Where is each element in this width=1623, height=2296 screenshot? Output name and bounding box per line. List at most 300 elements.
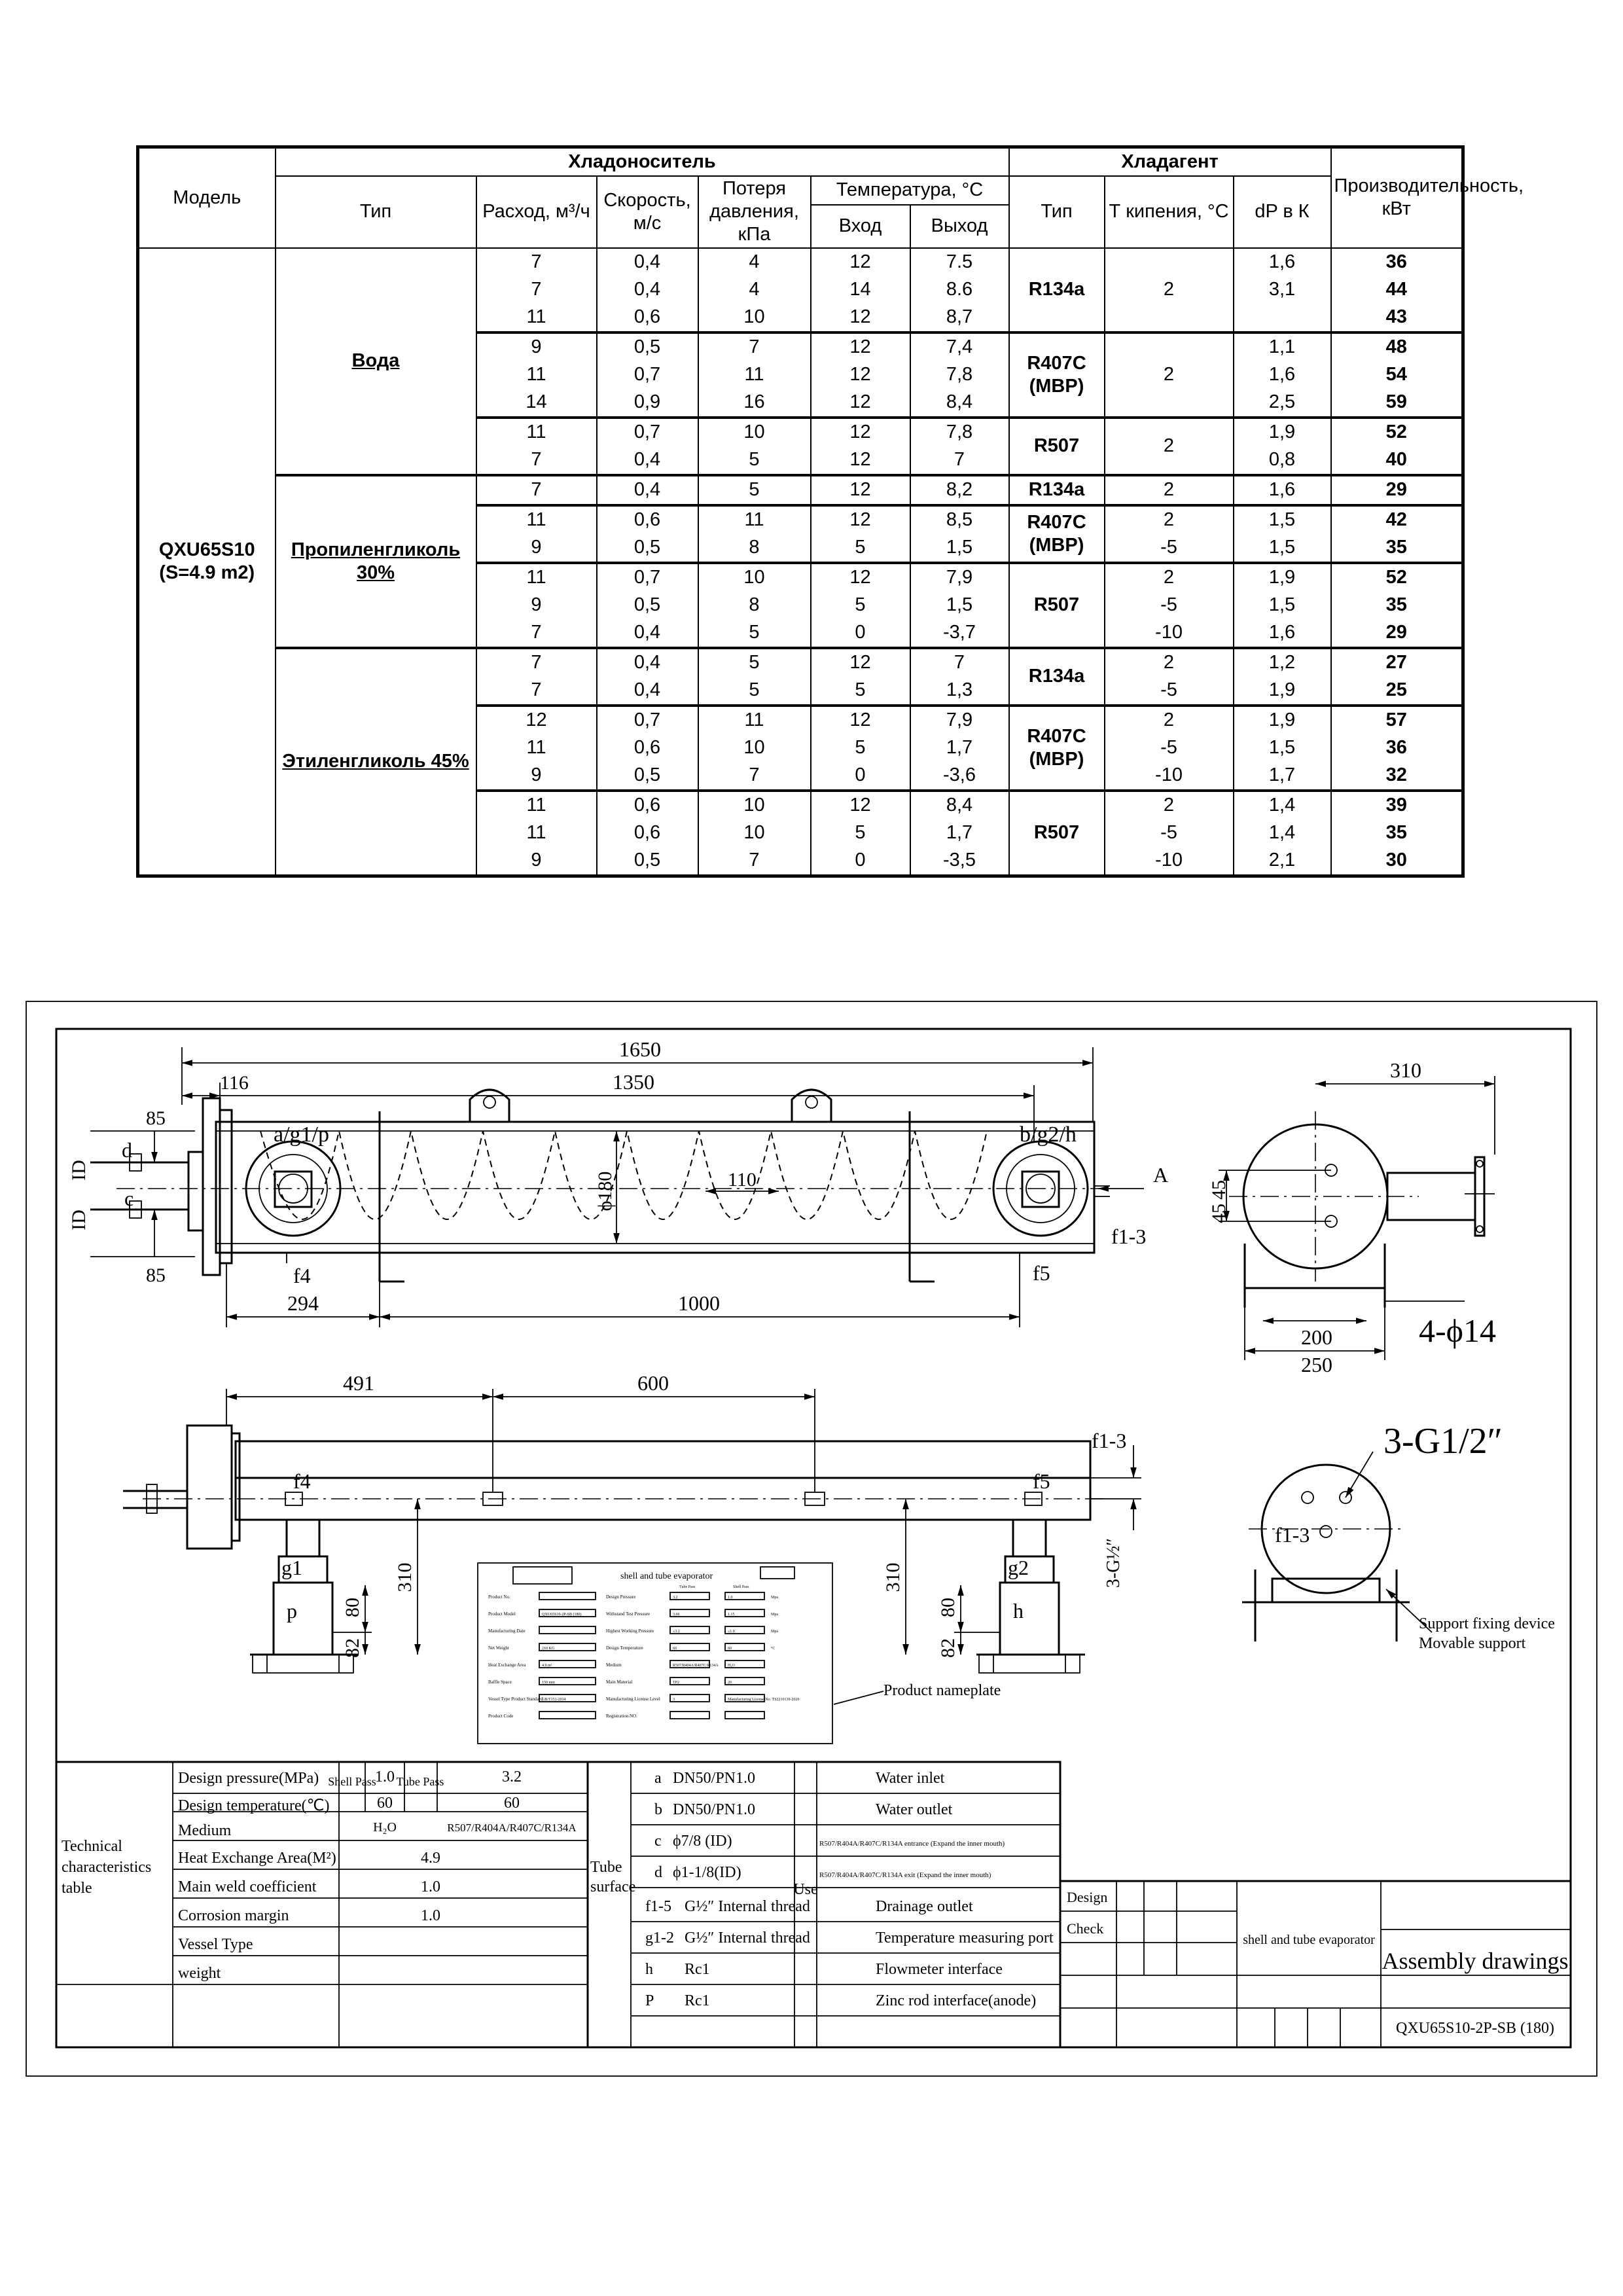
capacity-cell: 40 — [1331, 446, 1463, 475]
value-cell: 0,5 — [597, 332, 698, 361]
value-cell: 12 — [811, 563, 910, 592]
boiling-temp-cell: 2 — [1105, 505, 1234, 534]
value-cell: 7,9 — [910, 563, 1009, 592]
nameplate-shell-value: 20 — [728, 1681, 732, 1685]
value-cell: 7 — [698, 332, 811, 361]
value-cell: 0,4 — [597, 475, 698, 505]
value-cell: 5 — [698, 475, 811, 505]
nozzle-spec: ϕ7/8 (ID) — [673, 1833, 732, 1850]
dim-116: 116 — [220, 1072, 249, 1094]
tech-tube-temperature: 60 — [504, 1795, 520, 1812]
table-row — [138, 648, 1463, 677]
tech-area-value: 4.9 — [421, 1850, 440, 1867]
dim-80-right: 80 — [937, 1598, 959, 1617]
dim-holes: 4-ϕ14 — [1419, 1312, 1496, 1349]
dim-1650: 1650 — [619, 1037, 661, 1061]
value-cell: 12 — [811, 505, 910, 534]
value-cell: 0,4 — [597, 619, 698, 648]
value-cell: 12 — [811, 648, 910, 677]
value-cell: 0,4 — [597, 446, 698, 475]
nozzle-key: f1-5 — [645, 1898, 671, 1915]
medium-cell: Пропиленгликоль 30% — [276, 475, 476, 648]
value-cell: 8,4 — [910, 389, 1009, 418]
nameplate-label: Manufacturing Date — [488, 1628, 526, 1634]
tech-tube-medium: R507/R404A/R407C/R134A — [447, 1821, 577, 1834]
value-cell: 7,8 — [910, 361, 1009, 389]
nameplate-tube-value: 3 — [673, 1698, 675, 1702]
dim-3-g12: 3-G1/2″ — [1383, 1421, 1503, 1462]
header-dp-k: dP в К — [1234, 176, 1331, 248]
title-name: shell and tube evaporator — [1243, 1933, 1375, 1947]
boiling-temp-cell: -5 — [1105, 534, 1234, 563]
title-check: Check — [1067, 1920, 1104, 1937]
nameplate-tube-value: 3.2 — [673, 1596, 678, 1600]
value-cell: 0,6 — [597, 791, 698, 819]
nameplate-label: Vessel Type Product Standard — [488, 1696, 543, 1702]
nameplate-value: 210 KG — [542, 1647, 555, 1651]
value-cell: 9 — [476, 847, 597, 876]
dp-cell: 1,5 — [1234, 505, 1331, 534]
capacity-cell: 42 — [1331, 505, 1463, 534]
dp-cell: 1,9 — [1234, 677, 1331, 706]
boiling-temp-cell: 2 — [1105, 332, 1234, 418]
label-f13-front: f1-3 — [1111, 1225, 1147, 1248]
tech-medium: Medium — [178, 1822, 232, 1839]
nameplate-tube-value: TP2 — [673, 1681, 680, 1685]
dp-cell: 1,4 — [1234, 791, 1331, 819]
nameplate-label: Highest Working Pressure — [606, 1628, 654, 1634]
capacity-cell: 30 — [1331, 847, 1463, 876]
nozzle-table — [588, 1762, 1060, 2047]
refrigerant-cell: R134a — [1009, 648, 1105, 706]
header-capacity: Производительность, кВт — [1331, 147, 1463, 248]
header-pressure-loss: Потеря давления, кПа — [698, 176, 811, 248]
label-f13-detail: f1-3 — [1275, 1523, 1310, 1547]
nameplate-tube-value: 3.66 — [673, 1613, 680, 1617]
label-b-g2-h: b/g2/h — [1020, 1122, 1077, 1147]
refrigerant-cell: R507 — [1009, 418, 1105, 475]
value-cell: 12 — [811, 791, 910, 819]
boiling-temp-cell: -10 — [1105, 847, 1234, 876]
value-cell: 12 — [811, 475, 910, 505]
value-cell: 7 — [476, 619, 597, 648]
value-cell: 0,6 — [597, 505, 698, 534]
value-cell: 0,5 — [597, 534, 698, 563]
dp-cell: 1,9 — [1234, 706, 1331, 734]
capacity-cell: 29 — [1331, 619, 1463, 648]
value-cell: 12 — [811, 304, 910, 332]
value-cell: 0,4 — [597, 677, 698, 706]
header-speed: Скорость, м/с — [597, 176, 698, 248]
header-temperature: Температура, °С — [811, 176, 1009, 205]
value-cell: 7,8 — [910, 418, 1009, 446]
value-cell: 7 — [476, 446, 597, 475]
dim-45-b: 45 — [1208, 1204, 1230, 1223]
dim-80-left: 80 — [342, 1598, 363, 1617]
label-p: p — [287, 1599, 297, 1623]
dp-cell: 2,5 — [1234, 389, 1331, 418]
value-cell: 5 — [811, 819, 910, 847]
nameplate-col-shell: Shell Pass — [733, 1585, 749, 1589]
medium-cell: Этиленгликоль 45% — [276, 648, 476, 876]
nameplate-label: Main Material — [606, 1679, 633, 1685]
dim-1000: 1000 — [678, 1291, 720, 1315]
nozzle-use: Temperature measuring port — [876, 1929, 1054, 1946]
label-a-g1-p: a/g1/p — [274, 1122, 329, 1147]
nameplate-label: Net Weight — [488, 1645, 509, 1651]
dim-82-right: 82 — [937, 1638, 959, 1658]
dp-cell: 1,6 — [1234, 361, 1331, 389]
top-view — [123, 1426, 1105, 1673]
medium-cell: Вода — [276, 248, 476, 475]
dim-310-side: 310 — [1390, 1058, 1421, 1082]
dim-200: 200 — [1301, 1325, 1332, 1349]
boiling-temp-cell: -10 — [1105, 762, 1234, 791]
nameplate-label: Baffle Space — [488, 1679, 512, 1685]
tech-corrosion: Corrosion margin — [178, 1907, 289, 1924]
value-cell: 0,7 — [597, 361, 698, 389]
value-cell: 11 — [476, 418, 597, 446]
tech-vessel: Vessel Type — [178, 1936, 253, 1953]
value-cell: -3,7 — [910, 619, 1009, 648]
tech-corrosion-value: 1.0 — [421, 1907, 440, 1924]
value-cell: 12 — [811, 706, 910, 734]
value-cell: 7 — [910, 446, 1009, 475]
nameplate-tube-value: R507/R404A/R407C/R134A — [673, 1664, 719, 1668]
header-temp-out: Выход — [910, 205, 1009, 248]
value-cell: 5 — [811, 534, 910, 563]
nozzle-key: b — [654, 1801, 662, 1818]
boiling-temp-cell: -10 — [1105, 619, 1234, 648]
nozzle-key: P — [645, 1992, 654, 2009]
value-cell: 11 — [476, 505, 597, 534]
nameplate-value: 4.9 m² — [542, 1664, 552, 1668]
boiling-temp-cell: -5 — [1105, 592, 1234, 619]
header-boiling-temp: Т кипения, °С — [1105, 176, 1234, 248]
nameplate-label: Withstand Test Pressure — [606, 1611, 651, 1617]
value-cell: 12 — [811, 446, 910, 475]
tech-caption-2: characteristics — [62, 1859, 152, 1876]
value-cell: 10 — [698, 304, 811, 332]
value-cell: 0 — [811, 619, 910, 648]
value-cell: 0,5 — [597, 847, 698, 876]
boiling-temp-cell: -5 — [1105, 734, 1234, 762]
value-cell: 0,4 — [597, 276, 698, 304]
boiling-temp-cell: 2 — [1105, 475, 1234, 505]
side-labels — [1208, 1058, 1496, 1376]
tech-tube-pass: Tube Pass — [396, 1775, 444, 1788]
nozzle-spec: DN50/PN1.0 — [673, 1770, 756, 1787]
value-cell: 1,5 — [910, 592, 1009, 619]
tech-weight: weight — [178, 1965, 221, 1982]
nameplate-unit: Mpa — [771, 1596, 778, 1600]
tech-weld: Main weld coefficient — [178, 1878, 317, 1895]
value-cell: 7 — [476, 677, 597, 706]
boiling-temp-cell: 2 — [1105, 791, 1234, 819]
nozzle-use: Flowmeter interface — [876, 1961, 1003, 1978]
label-support-fixing: Support fixing device — [1419, 1615, 1555, 1632]
nameplate-label: Heat Exchange Area — [488, 1662, 526, 1668]
capacity-cell: 36 — [1331, 734, 1463, 762]
value-cell: 9 — [476, 332, 597, 361]
nozzle-tube-surface-2: surface — [590, 1878, 636, 1895]
value-cell: 12 — [811, 248, 910, 276]
value-cell: -3,5 — [910, 847, 1009, 876]
capacity-cell: 48 — [1331, 332, 1463, 361]
label-g2: g2 — [1008, 1556, 1029, 1579]
boiling-temp-cell: 2 — [1105, 418, 1234, 475]
tech-caption-3: table — [62, 1880, 92, 1897]
tech-shell-pressure: 1.0 — [375, 1768, 395, 1785]
value-cell: 8.6 — [910, 276, 1009, 304]
value-cell: 10 — [698, 734, 811, 762]
boiling-temp-cell: 2 — [1105, 248, 1234, 332]
value-cell: 5 — [811, 734, 910, 762]
value-cell: 8,7 — [910, 304, 1009, 332]
nameplate-label: Medium — [606, 1662, 622, 1668]
label-f4-top: f4 — [293, 1469, 311, 1493]
nozzle-key: d — [654, 1864, 662, 1881]
nameplate-tube-value: 60 — [673, 1647, 677, 1651]
value-cell: 11 — [698, 706, 811, 734]
title-block — [1060, 1881, 1571, 2047]
dim-85-top: 85 — [146, 1107, 166, 1129]
dim-85-bottom: 85 — [146, 1265, 166, 1286]
dp-cell: 0,8 — [1234, 446, 1331, 475]
value-cell: 0,4 — [597, 248, 698, 276]
nameplate-callout: Product nameplate — [883, 1682, 1001, 1699]
dp-cell: 3,1 — [1234, 276, 1331, 304]
title-code: QXU65S10-2P-SB (180) — [1395, 2020, 1555, 2037]
capacity-cell: 59 — [1331, 389, 1463, 418]
label-f4-front: f4 — [293, 1264, 311, 1287]
refrigerant-cell: R407C (MBP) — [1009, 706, 1105, 791]
dim-110: 110 — [728, 1169, 757, 1191]
nozzle-use: Zinc rod interface(anode) — [876, 1992, 1037, 2009]
tech-design-temperature: Design temperature(℃) — [178, 1797, 330, 1814]
value-cell: 12 — [811, 418, 910, 446]
label-f5-top: f5 — [1033, 1469, 1050, 1493]
nameplate-label: Manufacturing License Level — [606, 1696, 660, 1702]
value-cell: 10 — [698, 563, 811, 592]
value-cell: 11 — [698, 361, 811, 389]
refrigerant-cell: R507 — [1009, 563, 1105, 648]
value-cell: 5 — [811, 592, 910, 619]
nozzle-use-header: Use — [793, 1881, 818, 1898]
label-view-a: A — [1153, 1163, 1169, 1187]
value-cell: 7 — [476, 276, 597, 304]
value-cell: 7,9 — [910, 706, 1009, 734]
assembly-drawing — [25, 1000, 1598, 2077]
nameplate-shell-value: H₂O — [728, 1664, 735, 1668]
value-cell: 14 — [811, 276, 910, 304]
value-cell: 1,7 — [910, 819, 1009, 847]
value-cell: 5 — [698, 677, 811, 706]
dp-cell: 1,5 — [1234, 592, 1331, 619]
value-cell: 11 — [476, 304, 597, 332]
boiling-temp-cell: 2 — [1105, 648, 1234, 677]
label-c: c — [124, 1187, 134, 1210]
nameplate-unit: °C — [771, 1647, 776, 1651]
nozzle-key: h — [645, 1961, 653, 1978]
nameplate-shell-value: 1.0 — [728, 1596, 733, 1600]
nameplate-shell-value: 60 — [728, 1647, 732, 1651]
model-cell: QXU65S10 (S=4.9 m2) — [138, 248, 276, 876]
boiling-temp-cell: 2 — [1105, 563, 1234, 592]
value-cell: 0,4 — [597, 648, 698, 677]
tech-weld-value: 1.0 — [421, 1878, 440, 1895]
value-cell: 0,7 — [597, 418, 698, 446]
nameplate-unit: Mpa — [771, 1630, 778, 1634]
nameplate-value: 150 mm — [542, 1681, 555, 1685]
dp-cell: 2,1 — [1234, 847, 1331, 876]
boiling-temp-cell: 2 — [1105, 706, 1234, 734]
dp-cell: 1,6 — [1234, 475, 1331, 505]
nameplate-shell-value: 1.15 — [728, 1613, 735, 1617]
label-h: h — [1013, 1599, 1024, 1623]
nozzle-use: Drainage outlet — [876, 1898, 973, 1915]
value-cell: 8,5 — [910, 505, 1009, 534]
table-row — [138, 248, 1463, 276]
value-cell: 1,3 — [910, 677, 1009, 706]
value-cell: 0,7 — [597, 706, 698, 734]
value-cell: 0,6 — [597, 734, 698, 762]
nozzle-spec: G½″ Internal thread — [685, 1929, 810, 1946]
nozzle-key: a — [654, 1770, 662, 1787]
value-cell: 0,7 — [597, 563, 698, 592]
value-cell: 9 — [476, 762, 597, 791]
value-cell: 0 — [811, 847, 910, 876]
dp-cell: 1,6 — [1234, 248, 1331, 276]
capacity-cell: 35 — [1331, 534, 1463, 563]
label-id-1: ID — [68, 1160, 90, 1181]
dp-cell: 1,9 — [1234, 563, 1331, 592]
value-cell: 0,6 — [597, 819, 698, 847]
performance-table — [136, 145, 1524, 878]
value-cell: -3,6 — [910, 762, 1009, 791]
nameplate-label: Product No. — [488, 1594, 510, 1600]
value-cell: 8,4 — [910, 791, 1009, 819]
boiling-temp-cell: -5 — [1105, 677, 1234, 706]
header-temp-in: Вход — [811, 205, 910, 248]
value-cell: 5 — [698, 619, 811, 648]
side-view — [1229, 1111, 1495, 1308]
value-cell: 7 — [910, 648, 1009, 677]
value-cell: 0,6 — [597, 304, 698, 332]
nameplate-label: Design Temperature — [606, 1645, 643, 1651]
dim-82-left: 82 — [342, 1638, 363, 1658]
value-cell: 5 — [698, 446, 811, 475]
value-cell: 8 — [698, 592, 811, 619]
dp-cell: 1,5 — [1234, 534, 1331, 563]
capacity-cell: 32 — [1331, 762, 1463, 791]
value-cell: 1,5 — [910, 534, 1009, 563]
label-g1: g1 — [281, 1556, 302, 1579]
product-nameplate — [478, 1563, 1001, 1744]
refrigerant-cell: R134a — [1009, 475, 1105, 505]
value-cell: 0,5 — [597, 762, 698, 791]
nozzle-use: Water inlet — [876, 1770, 945, 1787]
tech-tube-pressure: 3.2 — [502, 1768, 522, 1785]
tech-design-pressure: Design pressure(MPa) — [178, 1770, 319, 1787]
value-cell: 10 — [698, 819, 811, 847]
value-cell: 12 — [811, 361, 910, 389]
value-cell: 8,2 — [910, 475, 1009, 505]
dp-cell: 1,7 — [1234, 762, 1331, 791]
refrigerant-cell: R134a — [1009, 248, 1105, 332]
dim-g12-vertical: 3-G½″ — [1103, 1537, 1124, 1588]
table-row — [138, 475, 1463, 505]
refrigerant-cell: R407C (MBP) — [1009, 332, 1105, 418]
dp-cell: 1,4 — [1234, 819, 1331, 847]
nameplate-label: Product Model — [488, 1611, 516, 1617]
capacity-cell: 43 — [1331, 304, 1463, 332]
refrigerant-cell: R507 — [1009, 791, 1105, 876]
value-cell: 4 — [698, 248, 811, 276]
capacity-cell: 57 — [1331, 706, 1463, 734]
nozzle-tube-surface-1: Tube — [590, 1859, 622, 1876]
value-cell: 10 — [698, 418, 811, 446]
nozzle-key: c — [654, 1833, 662, 1850]
tech-shell-medium: H₂O — [373, 1820, 397, 1835]
capacity-cell: 54 — [1331, 361, 1463, 389]
dim-600: 600 — [637, 1371, 669, 1395]
tech-caption-1: Technical — [62, 1838, 122, 1855]
label-d: d — [122, 1138, 132, 1162]
dim-250: 250 — [1301, 1353, 1332, 1376]
label-movable-support: Movable support — [1419, 1635, 1526, 1652]
value-cell: 7.5 — [910, 248, 1009, 276]
value-cell: 8 — [698, 534, 811, 563]
capacity-cell: 27 — [1331, 648, 1463, 677]
nameplate-value: GB/T151-2014 — [542, 1698, 566, 1702]
value-cell: 7 — [698, 847, 811, 876]
nozzle-spec: ϕ1-1/8(ID) — [673, 1864, 741, 1881]
value-cell: 11 — [476, 563, 597, 592]
nameplate-shell-value: ≤1.0 — [728, 1630, 735, 1634]
header-coolant-type: Тип — [276, 176, 476, 248]
value-cell: 12 — [811, 332, 910, 361]
value-cell: 7 — [476, 475, 597, 505]
value-cell: 0 — [811, 762, 910, 791]
value-cell: 16 — [698, 389, 811, 418]
top-dimensions — [226, 1389, 1141, 1655]
nameplate-shell-value: Manufacturing License No. TS2210139-2020 — [728, 1698, 800, 1702]
nozzle-spec: G½″ Internal thread — [685, 1898, 810, 1915]
value-cell: 7 — [476, 248, 597, 276]
dp-cell: 1,9 — [1234, 418, 1331, 446]
dim-294: 294 — [287, 1291, 319, 1315]
title-design: Design — [1067, 1889, 1108, 1905]
tech-table — [56, 1762, 588, 2047]
value-cell: 11 — [476, 361, 597, 389]
nozzle-key: g1-2 — [645, 1929, 674, 1946]
capacity-cell: 39 — [1331, 791, 1463, 819]
dim-310-top-left: 310 — [394, 1562, 416, 1592]
value-cell: 9 — [476, 534, 597, 563]
dim-491: 491 — [343, 1371, 374, 1395]
capacity-cell: 35 — [1331, 592, 1463, 619]
capacity-cell: 35 — [1331, 819, 1463, 847]
refrigerant-cell: R407C (MBP) — [1009, 505, 1105, 563]
capacity-cell: 29 — [1331, 475, 1463, 505]
nameplate-unit: Mpa — [771, 1613, 778, 1617]
nozzle-use: R507/R404A/R407C/R134A entrance (Expand the inner mouth) — [819, 1840, 1005, 1848]
value-cell: 10 — [698, 791, 811, 819]
nozzle-spec: Rc1 — [685, 1961, 710, 1978]
header-refrigerant-group: Хладагент — [1009, 147, 1331, 176]
nozzle-spec: DN50/PN1.0 — [673, 1801, 756, 1818]
